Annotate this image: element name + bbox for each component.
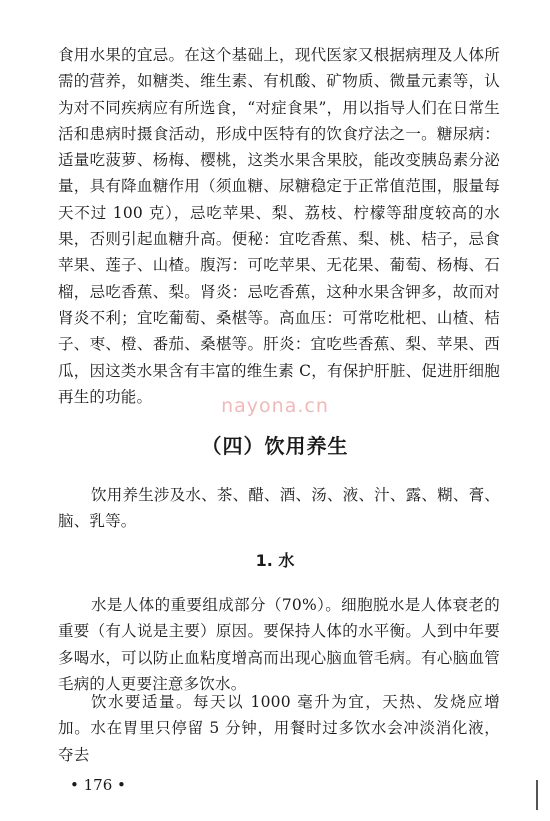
paragraph-fruit-diet: 食用水果的宜忌。在这个基础上，现代医家又根据病理及人体所需的营养，如糖类、维生素、有机酸、矿物质、微量元素等，认为对不同疾病应有所选食，“对症食果”，用以指导人们在日常生活和患病时摄食活动，形成中医特有的饮食疗法之一。糖尿病：适量吃菠萝、杨梅、樱桃，这类水果含果胶，能改变胰岛素分泌量，具有降血糖作用（须血糖、尿糖稳定于正常值范围，服量每天不过 100 克），忌吃苹果、梨、荔枝、柠檬等甜度较高的水果，否则引起血糖升高。便秘：宜吃香蕉、梨、桃、桔子，忌食苹果、莲子、山楂。腹泻：可吃苹果、无花果、葡萄、杨梅、石榴，忌吃香蕉、梨。肾炎：忌吃香蕉，这种水果含钾多，故而对肾炎不利；宜吃葡萄、桑椹等。高血压：可常吃枇杷、山楂、桔子、枣、橙、番茄、桑椹等。肝炎：宜吃些香蕉、梨、苹果、西瓜，因这类水果含有丰富的维生素 C，有保护肝脏、促进肝细胞再生的功能。 [58, 46, 500, 406]
paragraph-drink-intro: 饮用养生涉及水、茶、醋、酒、汤、液、汁、露、糊、膏、脑、乳等。 [58, 486, 500, 531]
scan-edge-mark [530, 780, 538, 810]
page-number: • 176 • [70, 776, 126, 794]
site-watermark: nayona.cn [221, 395, 329, 417]
paragraph-water-amount: 饮水要适量。每天以 1000 毫升为宜，天热、发烧应增加。水在胃里只停留 5 分钟，用餐时过多饮水会冲淡消化液，夺去 [58, 693, 500, 764]
subsection-heading-water: 1. 水 [255, 551, 295, 570]
section-heading: （四）饮用养生 [201, 434, 349, 458]
paragraph-water-importance: 水是人体的重要组成部分（70%）。细胞脱水是人体衰老的重要（有人说是主要）原因。要保持人体的水平衡。人到中年要多喝水，可以防止血粘度增高而出现心脑血管毛病。有心脑血管毛病的人更要注意多饮水。 [58, 596, 500, 693]
